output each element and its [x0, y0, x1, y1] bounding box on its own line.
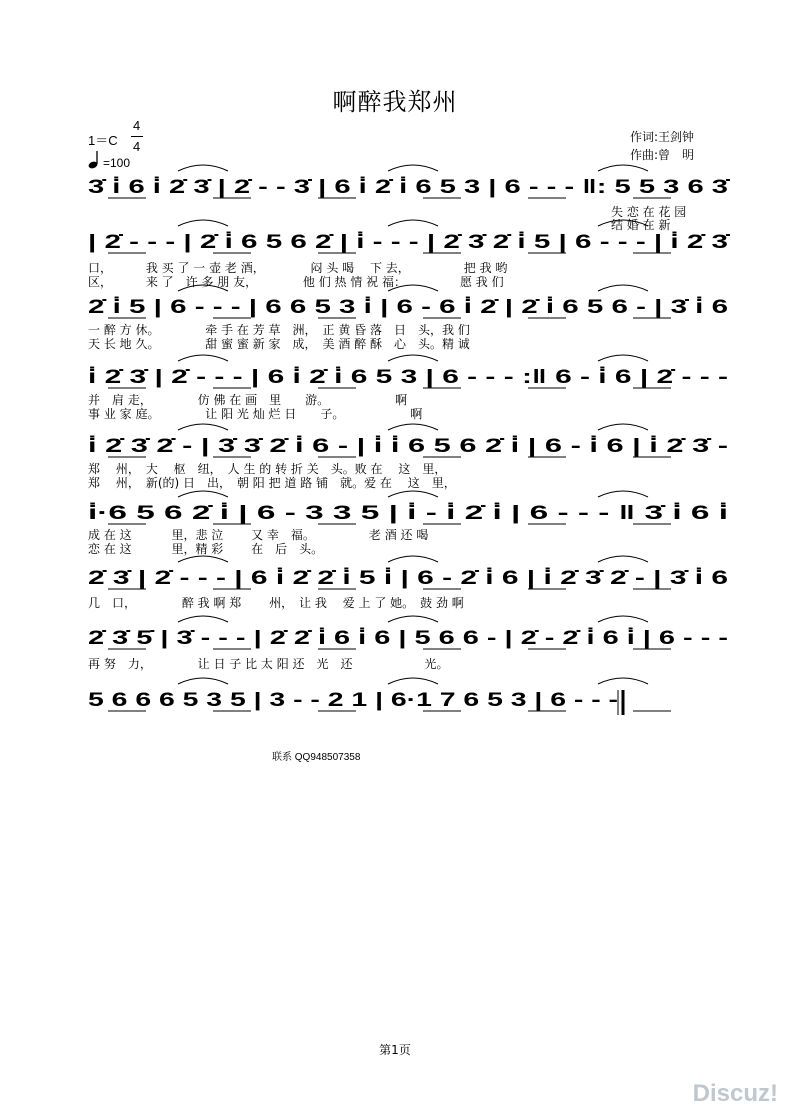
slur-arc: [388, 616, 438, 622]
notation-line: i̇ 2̇ 3̇ 2̇ - | 3̇ 3̇ 2̇ i̇ 6 - | i̇ i̇ 6 5 6 2̇ i̇ | 6 - i̇ 6 | i̇ 2̇ 3̇ -: [88, 436, 728, 457]
score-system: [88, 556, 728, 610]
slur-arc: [598, 165, 648, 171]
score-system: [88, 678, 671, 711]
notation-line: 2̇ 3̇ 5̇ | 3̇ - - - | 2̇ 2̇ i̇ 6 i̇ 6 | 5 6 6 - | 2̇ - 2̇ i̇ 6 i̇ | 6 - - -: [88, 628, 728, 649]
slur-arc: [178, 556, 228, 562]
tempo-marking: =100: [103, 156, 131, 170]
lyric-line: 几 口， 醉 我 啊 郑 州， 让 我 爱 上 了 她。 鼓 劲 啊: [88, 596, 464, 610]
slur-arc: [598, 616, 648, 622]
time-signature-denominator: 4: [133, 139, 141, 154]
notation-line: | 2̇ - - - | 2̇ i̇ 6 5 6 2̇ | i̇ - - - | 2̇ 3̇ 2̇ i̇ 5 | 6 - - - | i̇ 2̇ 3̇: [88, 232, 732, 253]
lyric-line: 恋 在 这 里，精 彩 在 后 头。: [88, 542, 324, 556]
score-system: [88, 616, 728, 671]
slur-arc: [178, 355, 228, 361]
slur-arc: [388, 556, 438, 562]
watermark-logo: Discuz!: [692, 1080, 778, 1107]
notation-line: 2̇ 3̇ | 2̇ - - - | 6 i̇ 2̇ 2̇ i̇ 5 i̇ | 6 - 2̇ i̇ 6 | i̇ 2̇ 3̇ 2̇ - | 3̇ i̇ 6: [88, 568, 728, 589]
notation-line: 3̇ i̇ 6 i̇ 2̇ 3̇ | 2̇ - - 3̇ | 6 i̇ 2̇ i̇ 6 5 3 | 6 - - - ‖: 5 5 3 6 3̇: [88, 177, 732, 198]
slur-arc: [388, 165, 438, 171]
time-signature-numerator: 4: [133, 118, 141, 133]
song-title: 啊醉我郑州: [332, 88, 458, 116]
composer-credit: 作曲:曾 明: [630, 148, 695, 162]
slur-arc: [598, 678, 648, 684]
slur-arc: [178, 165, 228, 171]
slur-arc: [388, 355, 438, 361]
lyric-line: 天 长 地 久。 甜 蜜 蜜 新 家 成， 美 酒 醉 酥 心 头。精 诚: [88, 337, 470, 351]
lyric-line: 郑 州， 新(的) 日 出， 朝 阳 把 道 路 铺 就。爱 在 这 里，: [88, 476, 456, 490]
score-system: [88, 491, 728, 556]
slur-arc: [598, 355, 648, 361]
slur-arc: [598, 424, 648, 430]
lyric-line: 口， 我 买 了 一 壶 老 酒， 闷 头 喝 下 去， 把 我 哟: [88, 261, 508, 275]
slur-arc: [598, 556, 648, 562]
score-system: [88, 285, 728, 351]
notation-line: 5 6 6 6 5 3 5 | 3 - - 2 1 | 6·1 7 6 5 3 | 6 - - -: [88, 690, 618, 711]
lyric-line: 成 在 这 里，悲 泣 又 幸 福。 老 酒 还 喝: [88, 528, 429, 542]
slur-arc: [598, 285, 648, 291]
lyric-line: 一 醉 方 休。 牵 手 在 芳 草 洲， 正 黄 昏 落 日 头，我 们: [88, 323, 470, 337]
score-system: [88, 165, 731, 232]
contact-info: 联系 QQ948507358: [272, 752, 361, 763]
score-system: [88, 424, 728, 490]
notation-line: i̇·6 5 6 2̇ i̇ | 6 - 3 3 5 | i̇ - i̇ 2̇ i̇ | 6 - - - ‖ 3̇ i̇ 6 i̇: [88, 503, 728, 524]
slur-arc: [178, 678, 228, 684]
slur-arc: [388, 491, 438, 497]
notation-line: i̇ 2̇ 3̇ | 2̇ - - - | 6 i̇ 2̇ i̇ 6 5 3 | 6 - - - :‖ 6 - i̇ 6 | 2̇ - - -: [88, 367, 728, 388]
slur-arc: [178, 424, 228, 430]
lyric-line: 事 业 家 庭。 让 阳 光 灿 烂 日 子。 啊: [88, 407, 423, 421]
lyric-line: 结 婚 在 新: [611, 218, 671, 232]
slur-arc: [178, 491, 228, 497]
slur-arc: [388, 678, 438, 684]
lyric-line: 失 恋 在 花 园: [611, 205, 687, 219]
lyric-line: 并 肩 走， 仿 佛 在 画 里 游。 啊: [88, 393, 408, 407]
slur-arc: [178, 220, 228, 226]
page-number: 第1页: [379, 1043, 411, 1057]
lyricist-credit: 作词:王剑钟: [630, 130, 695, 144]
notation-line: 2̇ i̇ 5 | 6 - - - | 6 6 5 3 i̇ | 6 - 6 i̇ 2̇ | 2̇ i̇ 6 5 6 - | 3̇ i̇ 6: [88, 297, 728, 318]
slur-arc: [178, 616, 228, 622]
slur-arc: [388, 424, 438, 430]
key-signature: 1＝C: [88, 133, 118, 148]
lyric-line: 区， 来 了 许 多 朋 友， 他 们 热 情 祝 福： 愿 我 们: [88, 275, 504, 289]
lyric-line: 郑 州， 大 枢 纽， 人 生 的 转 折 关 头。败 在 这 里，: [88, 462, 447, 476]
slur-arc: [388, 220, 438, 226]
slur-arc: [598, 491, 648, 497]
score-system: [88, 355, 728, 421]
lyric-line: 再 努 力， 让 日 子 比 太 阳 还 光 还 光。: [88, 657, 449, 671]
